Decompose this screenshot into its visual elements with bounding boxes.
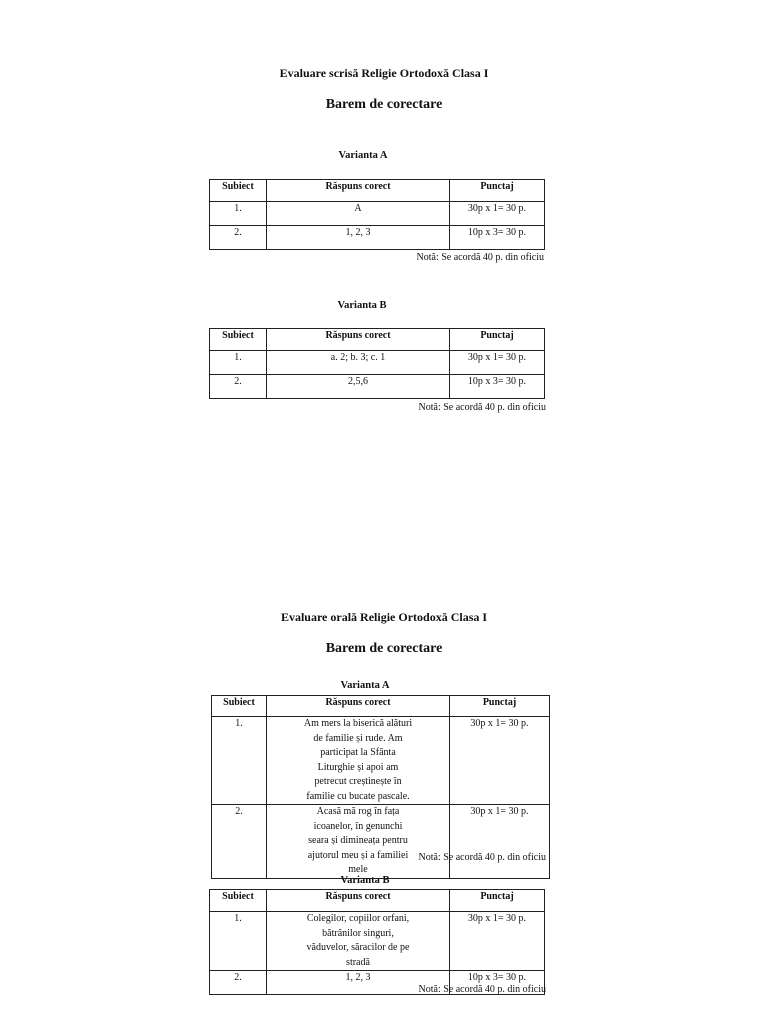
column-header: Punctaj [450,180,545,202]
column-header: Răspuns corect [267,696,450,717]
column-header: Răspuns corect [267,329,450,351]
section-title: Evaluare orală Religie Ortodoxă Clasa I [280,610,488,624]
section-title: Evaluare scrisă Religie Ortodoxă Clasa I [279,66,489,80]
column-header: Subiect [210,180,267,202]
table-header-row [212,696,550,717]
variant-label: Varianta B [340,875,390,886]
variant-label: Varianta A [338,150,388,161]
column-header: Punctaj [450,890,545,912]
table-row [212,805,550,879]
table-row [210,912,545,971]
variant-label: Varianta B [337,300,387,311]
table-cell: 1. [212,717,267,805]
table-header-row [210,329,545,351]
table-cell: 1. [210,912,267,971]
table-cell: 1, 2, 3 [267,971,450,995]
table-row [210,351,545,375]
answer-table [209,889,545,995]
table-cell: 10p x 3= 30 p. [450,226,545,250]
table-cell: a. 2; b. 3; c. 1 [267,351,450,375]
table-cell: Acasă mă rog în fața icoanelor, în genunchi seara și dimineața pentru ajutorul meu și a familiei mele [267,805,450,879]
table-cell: Am mers la biserică alături de familie și rude. Am participat la Sfânta Liturghie și apoi am petrecut creștinește în familie cu bucate pascale. [267,717,450,805]
table-header-row [210,890,545,912]
column-header: Răspuns corect [267,180,450,202]
table-cell: 2. [212,805,267,879]
table-cell: 1, 2, 3 [267,226,450,250]
table-cell: 2. [210,971,267,995]
answer-table [209,179,545,250]
table-row [210,375,545,399]
table-cell: 30p x 1= 30 p. [450,351,545,375]
table-cell: 10p x 3= 30 p. [450,375,545,399]
answer-table [209,328,545,399]
table-cell: 1. [210,351,267,375]
table-cell: 30p x 1= 30 p. [450,805,550,879]
table-cell: 2,5,6 [267,375,450,399]
score-note: Notă: Se acordă 40 p. din oficiu [418,852,546,863]
table-cell: A [267,202,450,226]
section-subtitle: Barem de corectare [325,97,443,112]
score-note: Notă: Se acordă 40 p. din oficiu [416,252,544,263]
answer-table [211,695,550,879]
table-cell: 2. [210,375,267,399]
section-subtitle: Barem de corectare [325,641,443,656]
table-row [210,226,545,250]
table-cell: 30p x 1= 30 p. [450,717,550,805]
column-header: Subiect [212,696,267,717]
table-cell: Colegilor, copiilor orfani, bătrânilor singuri, văduvelor, săracilor de pe stradă [267,912,450,971]
table-cell: 1. [210,202,267,226]
column-header: Subiect [210,890,267,912]
table-row [210,202,545,226]
table-row [212,717,550,805]
table-cell: 30p x 1= 30 p. [450,912,545,971]
column-header: Răspuns corect [267,890,450,912]
column-header: Punctaj [450,329,545,351]
variant-label: Varianta A [340,680,390,691]
column-header: Punctaj [450,696,550,717]
score-note: Notă: Se acordă 40 p. din oficiu [418,984,546,995]
score-note: Notă: Se acordă 40 p. din oficiu [418,402,546,413]
table-header-row [210,180,545,202]
column-header: Subiect [210,329,267,351]
table-cell: 10p x 3= 30 p. [450,971,545,995]
table-cell: 30p x 1= 30 p. [450,202,545,226]
table-cell: 2. [210,226,267,250]
